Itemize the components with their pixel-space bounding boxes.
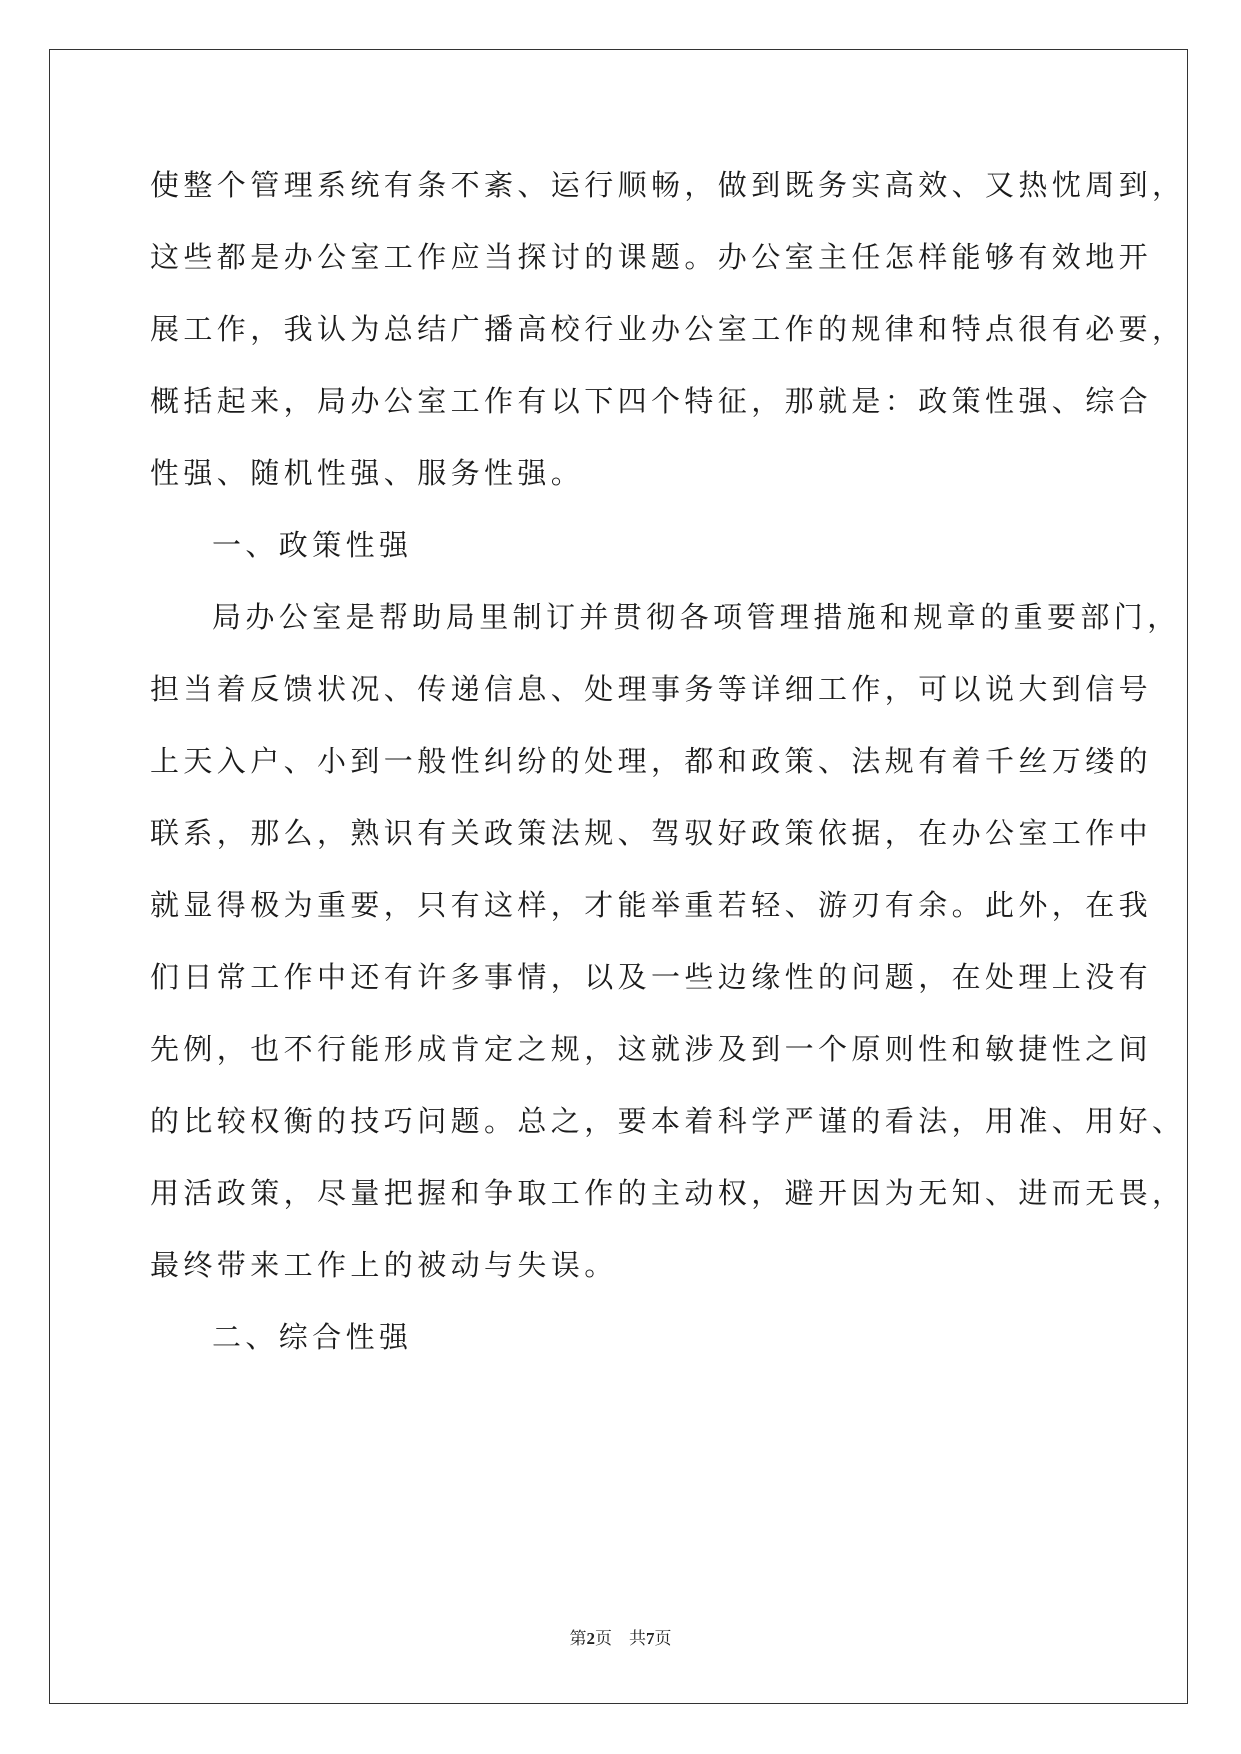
paragraph-line: 局办公室是帮助局里制订并贯彻各项管理措施和规章的重要部门， <box>212 600 1181 634</box>
page-footer <box>0 1624 1241 1649</box>
paragraph-line: 的比较权衡的技巧问题。总之，要本着科学严谨的看法，用准、用好、 <box>150 1104 1186 1138</box>
section-heading-2: 二、综合性强 <box>212 1320 413 1354</box>
paragraph-line: 展工作，我认为总结广播高校行业办公室工作的规律和特点很有必要， <box>150 312 1186 346</box>
paragraph-line: 性强、随机性强、服务性强。 <box>150 456 585 490</box>
paragraph-line: 们日常工作中还有许多事情，以及一些边缘性的问题，在处理上没有 <box>150 960 1153 994</box>
paragraph-line: 上天入户、小到一般性纠纷的处理，都和政策、法规有着千丝万缕的 <box>150 744 1153 778</box>
total-pages: 7 <box>646 1629 655 1648</box>
paragraph-line: 使整个管理系统有条不紊、运行顺畅，做到既务实高效、又热忱周到， <box>150 168 1186 202</box>
footer-suffix: 页 <box>654 1629 672 1648</box>
paragraph-line: 用活政策，尽量把握和争取工作的主动权，避开因为无知、进而无畏， <box>150 1176 1186 1210</box>
paragraph-line: 就显得极为重要，只有这样，才能举重若轻、游刃有余。此外，在我 <box>150 888 1153 922</box>
paragraph-line: 先例，也不行能形成肯定之规，这就涉及到一个原则性和敏捷性之间 <box>150 1032 1153 1066</box>
paragraph-line: 概括起来，局办公室工作有以下四个特征，那就是：政策性强、综合 <box>150 384 1153 418</box>
page-number: 2 <box>586 1629 595 1648</box>
paragraph-line: 最终带来工作上的被动与失误。 <box>150 1248 618 1282</box>
paragraph-line: 担当着反馈状况、传递信息、处理事务等详细工作，可以说大到信号 <box>150 672 1153 706</box>
footer-prefix: 第 <box>569 1629 587 1648</box>
page-border <box>49 49 1188 1704</box>
paragraph-line: 这些都是办公室工作应当探讨的课题。办公室主任怎样能够有效地开 <box>150 240 1153 274</box>
footer-mid: 页 共 <box>595 1629 646 1648</box>
section-heading-1: 一、政策性强 <box>212 528 413 562</box>
paragraph-line: 联系，那么，熟识有关政策法规、驾驭好政策依据，在办公室工作中 <box>150 816 1153 850</box>
